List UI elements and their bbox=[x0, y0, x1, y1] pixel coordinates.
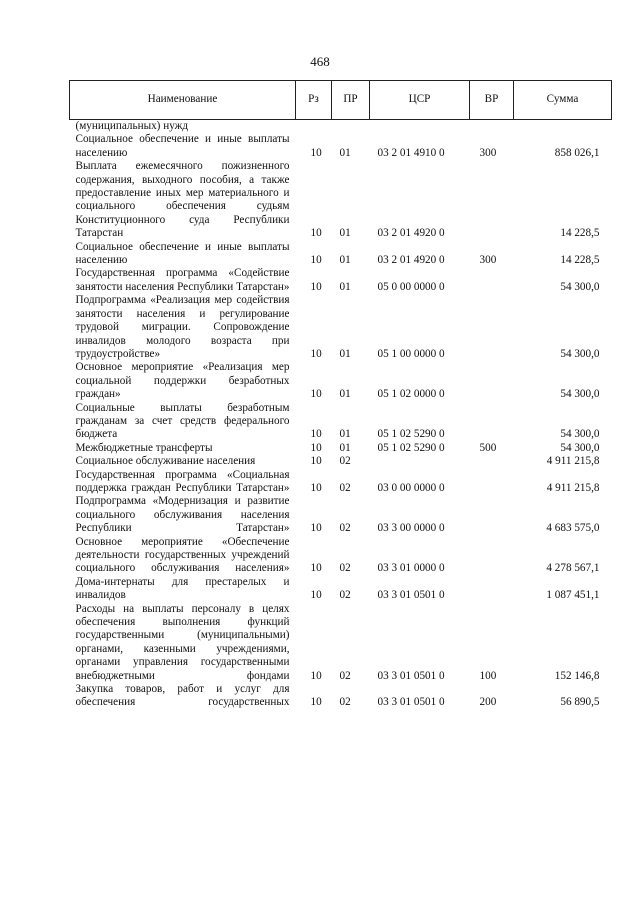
row-rz: 10 bbox=[310, 227, 322, 240]
row-vr bbox=[470, 160, 514, 240]
row-csr: 05 1 00 0000 0 bbox=[377, 347, 445, 360]
table-row bbox=[70, 120, 612, 134]
row-sum: 14 228,5 bbox=[560, 254, 600, 267]
table-row bbox=[70, 133, 612, 160]
budget-table bbox=[69, 80, 612, 710]
row-rz: 10 bbox=[310, 669, 322, 682]
row-sum: 4 911 215,8 bbox=[546, 455, 600, 468]
row-vr bbox=[470, 294, 514, 361]
row-name: Социальное обслуживание населения bbox=[75, 455, 256, 468]
row-rz: 10 bbox=[310, 388, 322, 401]
row-sum: 1 087 451,1 bbox=[546, 589, 600, 602]
row-pr: 01 bbox=[339, 227, 351, 240]
row-rz: 10 bbox=[310, 254, 322, 267]
row-vr: 300 bbox=[479, 254, 497, 267]
row-rz: 10 bbox=[310, 146, 322, 159]
row-pr bbox=[332, 120, 370, 134]
row-pr: 02 bbox=[339, 589, 351, 602]
row-sum: 54 300,0 bbox=[560, 347, 600, 360]
row-rz: 10 bbox=[310, 562, 322, 575]
row-sum: 54 300,0 bbox=[560, 280, 600, 293]
row-csr: 03 2 01 4910 0 bbox=[377, 146, 445, 159]
header-rz: Рз bbox=[296, 81, 332, 120]
row-csr: 05 1 02 0000 0 bbox=[377, 388, 445, 401]
table-row bbox=[70, 603, 612, 683]
table-row bbox=[70, 241, 612, 268]
row-pr: 02 bbox=[339, 481, 351, 494]
row-csr: 03 2 01 4920 0 bbox=[377, 227, 445, 240]
row-pr: 01 bbox=[339, 388, 351, 401]
row-csr: 03 0 00 0000 0 bbox=[377, 481, 445, 494]
row-sum: 4 683 575,0 bbox=[546, 522, 600, 535]
header-sum: Сумма bbox=[514, 81, 612, 120]
row-name: Закупка товаров, работ и услуг для обеспечения государственных bbox=[75, 683, 290, 709]
row-name: Подпрограмма «Реализация мер содействия занятости населения и регулирование трудовой миграции. Сопровождение инвалидов молодого возраста при трудоустройстве» bbox=[75, 294, 290, 360]
table-row bbox=[70, 576, 612, 603]
row-csr: 03 3 01 0501 0 bbox=[377, 589, 445, 602]
page-number: 468 bbox=[310, 54, 330, 69]
row-rz: 10 bbox=[310, 441, 322, 454]
row-vr: 100 bbox=[479, 669, 497, 682]
row-pr: 02 bbox=[339, 669, 351, 682]
row-name: Межбюджетные трансферты bbox=[75, 441, 213, 454]
row-csr bbox=[370, 455, 470, 468]
table-row bbox=[70, 361, 612, 401]
row-name: (муниципальных) нужд bbox=[75, 120, 189, 132]
row-csr: 03 3 01 0501 0 bbox=[377, 669, 445, 682]
row-pr: 02 bbox=[339, 455, 351, 468]
table-row bbox=[70, 536, 612, 576]
row-rz: 10 bbox=[310, 481, 322, 494]
row-csr: 03 3 01 0000 0 bbox=[377, 562, 445, 575]
header-pr: ПР bbox=[332, 81, 370, 120]
row-rz bbox=[296, 120, 332, 134]
row-vr bbox=[470, 120, 514, 134]
row-pr: 02 bbox=[339, 696, 351, 709]
row-pr: 01 bbox=[339, 146, 351, 159]
row-vr bbox=[470, 495, 514, 535]
header-vr: ВР bbox=[470, 81, 514, 120]
row-name: Расходы на выплаты персоналу в целях обеспечения выполнения функций государственными (муниципальными) органами, казенными учреждениями, органами управления государственными внебюджетными фондами bbox=[75, 602, 290, 682]
row-csr: 05 1 02 5290 0 bbox=[377, 441, 445, 454]
row-vr: 300 bbox=[479, 146, 497, 159]
table-row bbox=[70, 455, 612, 468]
row-rz: 10 bbox=[310, 696, 322, 709]
row-csr: 03 3 00 0000 0 bbox=[377, 522, 445, 535]
row-csr: 03 2 01 4920 0 bbox=[377, 254, 445, 267]
row-sum: 4 278 567,1 bbox=[546, 562, 600, 575]
row-pr: 01 bbox=[339, 441, 351, 454]
row-rz: 10 bbox=[310, 522, 322, 535]
row-vr bbox=[470, 455, 514, 468]
table-header bbox=[70, 81, 612, 120]
table-row bbox=[70, 402, 612, 442]
row-sum: 858 026,1 bbox=[554, 146, 600, 159]
header-csr: ЦСР bbox=[370, 81, 470, 120]
row-vr: 500 bbox=[479, 441, 497, 454]
row-name: Выплата ежемесячного пожизненного содержания, выходного пособия, а также предоставление иных мер материального и социального обеспечения судьям Конституционного суда Республики Татарстан bbox=[75, 160, 290, 240]
row-vr bbox=[470, 402, 514, 442]
row-pr: 02 bbox=[339, 522, 351, 535]
row-rz: 10 bbox=[310, 589, 322, 602]
row-vr bbox=[470, 469, 514, 496]
row-name: Основное мероприятие «Реализация мер социальной поддержки безработных граждан» bbox=[75, 361, 290, 401]
row-sum: 54 300,0 bbox=[560, 428, 600, 441]
row-csr bbox=[370, 120, 470, 134]
row-vr bbox=[470, 267, 514, 294]
row-rz: 10 bbox=[310, 455, 322, 468]
row-rz: 10 bbox=[310, 347, 322, 360]
row-csr: 05 1 02 5290 0 bbox=[377, 428, 445, 441]
row-rz: 10 bbox=[310, 280, 322, 293]
row-name: Социальное обеспечение и иные выплаты населению bbox=[75, 133, 290, 159]
row-name: Подпрограмма «Модернизация и развитие социального обслуживания населения Республики Татарстан» bbox=[75, 495, 290, 535]
row-name: Социальное обеспечение и иные выплаты населению bbox=[75, 240, 290, 267]
row-csr: 03 3 01 0501 0 bbox=[377, 696, 445, 709]
table-row bbox=[70, 442, 612, 455]
row-vr bbox=[470, 576, 514, 603]
row-sum: 54 300,0 bbox=[560, 441, 600, 454]
row-rz: 10 bbox=[310, 428, 322, 441]
row-name: Социальные выплаты безработным гражданам за счет средств федерального бюджета bbox=[75, 401, 290, 441]
table-row bbox=[70, 469, 612, 496]
row-sum: 56 890,5 bbox=[560, 696, 600, 709]
table-row bbox=[70, 267, 612, 294]
table-row bbox=[70, 495, 612, 535]
header-name: Наименование bbox=[70, 81, 296, 120]
row-name: Государственная программа «Социальная поддержка граждан Республики Татарстан» bbox=[75, 468, 290, 494]
row-sum: 14 228,5 bbox=[560, 227, 600, 240]
row-name: Основное мероприятие «Обеспечение деятельности государственных учреждений социального обслуживания населения» bbox=[75, 535, 290, 575]
row-vr bbox=[470, 361, 514, 401]
table-row bbox=[70, 160, 612, 240]
table-row bbox=[70, 683, 612, 710]
row-pr: 01 bbox=[339, 254, 351, 267]
row-pr: 01 bbox=[339, 347, 351, 360]
row-pr: 01 bbox=[339, 428, 351, 441]
row-vr bbox=[470, 536, 514, 576]
row-sum: 152 146,8 bbox=[554, 669, 600, 682]
header-row bbox=[70, 81, 612, 120]
row-pr: 02 bbox=[339, 562, 351, 575]
row-pr: 01 bbox=[339, 280, 351, 293]
row-sum bbox=[514, 120, 612, 134]
row-sum: 54 300,0 bbox=[560, 388, 600, 401]
row-csr: 05 0 00 0000 0 bbox=[377, 280, 445, 293]
row-name: Дома-интернаты для престарелых и инвалидов bbox=[75, 575, 290, 602]
table-row bbox=[70, 294, 612, 361]
row-name: Государственная программа «Содействие занятости населения Республики Татарстан» bbox=[75, 267, 290, 293]
row-vr: 200 bbox=[479, 696, 497, 709]
row-sum: 4 911 215,8 bbox=[546, 481, 600, 494]
table-body bbox=[70, 120, 612, 710]
